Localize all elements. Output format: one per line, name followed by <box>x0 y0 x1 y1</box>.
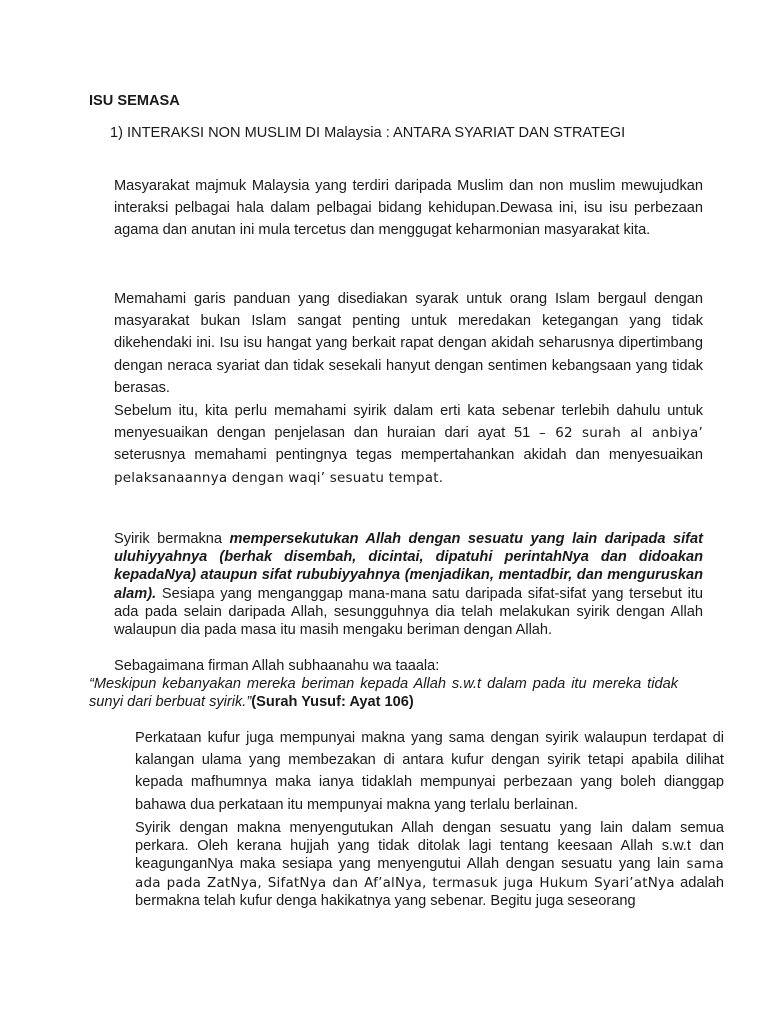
paragraph-7 <box>89 819 724 910</box>
paragraph-7-text-a: Syirik dengan makna menyengutukan Allah dengan sesuatu yang lain dalam semua perkara. Oleh kerana hujjah yang tidak ditolak lagi tentang keesaan Allah s.w.t dan keagunganNya maka sesiapa yang menyengutui Allah dengan sesuatu yang lain <box>135 820 724 873</box>
quote-intro: Sebagaimana firman Allah subhaanahu wa taaala: <box>114 658 440 674</box>
document-heading: ISU SEMASA <box>89 93 180 109</box>
paragraph-3 <box>89 400 703 489</box>
syirik-definition: mempersekutukan Allah dengan sesuatu yang lain daripada sifat uluhiyyahnya (berhak disembah, dicintai, dipatuhi perintahNya dan didoakan kepadaNya) ataupun sifat rububiyyahnya (menjadikan, mentadbir, dan menguruskan alam). <box>114 531 703 602</box>
paragraph-5 <box>89 657 678 712</box>
paragraph-4-text-c: Sesiapa yang menganggap mana-mana satu daripada sifat-sifat yang tersebut itu ada pada selain daripada Allah, sesungguhnya dia telah melakukan syirik dengan Allah walaupun dia pada masa itu masih mengaku beriman dengan Allah. <box>114 585 703 639</box>
paragraph-3-text-a: Sebelum itu, kita perlu memahami syirik dalam erti kata sebenar terlebih dahulu untuk menyesuaikan dengan penjelasan dan huraian dari ayat 51 <box>114 403 703 442</box>
section-title: 1) INTERAKSI NON MUSLIM DI Malaysia : ANTARA SYARIAT DAN STRATEGI <box>110 125 626 141</box>
paragraph-7-text-b: sama ada pada ZatNya, SifatNya dan Af’alNya, termasuk juga Hukum Syari’atNya <box>135 856 724 891</box>
quote-reference: (Surah Yusuf: Ayat 106) <box>251 694 414 711</box>
paragraph-2 <box>89 288 703 399</box>
paragraph-1: Masyarakat majmuk Malaysia yang terdiri daripada Muslim dan non muslim mewujudkan interaksi pelbagai hala dalam pelbagai bidang kehidupan.Dewasa ini, isu isu perbezaan agama dan anutan ini mula tercetus dan menggugat keharmonian masyarakat kita. <box>114 178 703 239</box>
paragraph-4 <box>89 530 703 639</box>
paragraph-3-text-c: seterusnya memahami pentingnya tegas mempertahankan akidah dan menyesuaikan <box>114 447 703 464</box>
paragraph-2-text: Memahami garis panduan yang disediakan syarak untuk orang Islam bergaul dengan masyarakat bukan Islam sangat penting untuk meredakan ketegangan yang tidak dikehendaki ini. Isu isu hangat yang berkait rapat dengan akidah seharusnya dipertimbang dengan neraca syariat dan tidak sesekali hanyut dengan sentimen kebangsaan yang tidak berasas. <box>114 291 703 396</box>
paragraph-3-text-d: pelaksanaannya dengan waqi’ sesuatu tempat. <box>114 469 444 486</box>
quote-block <box>89 675 678 711</box>
quote-text: “Meskipun kebanyakan mereka beriman kepada Allah s.w.t dalam pada itu mereka tidak sunyi dari berbuat syirik.” <box>89 676 678 711</box>
paragraph-3-text-b: – 62 surah al anbiya’ <box>539 425 703 442</box>
paragraph-7-text-c: adalah bermakna telah kufur denga hakikatnya yang sebenar. Begitu juga seseorang <box>135 874 724 909</box>
paragraph-4-text-a: Syirik bermakna <box>114 531 230 547</box>
paragraph-6: Perkataan kufur juga mempunyai makna yang sama dengan syirik walaupun terdapat di kalangan ulama yang membezakan di antara kufur dengan syirik tetapi apabila dilihat kepada mafhumnya maka ianya tidaklah mempunyai perbezaan yang boleh dianggap bahawa dua perkataan itu mempunyai makna yang terlalu berlainan. <box>135 730 724 813</box>
